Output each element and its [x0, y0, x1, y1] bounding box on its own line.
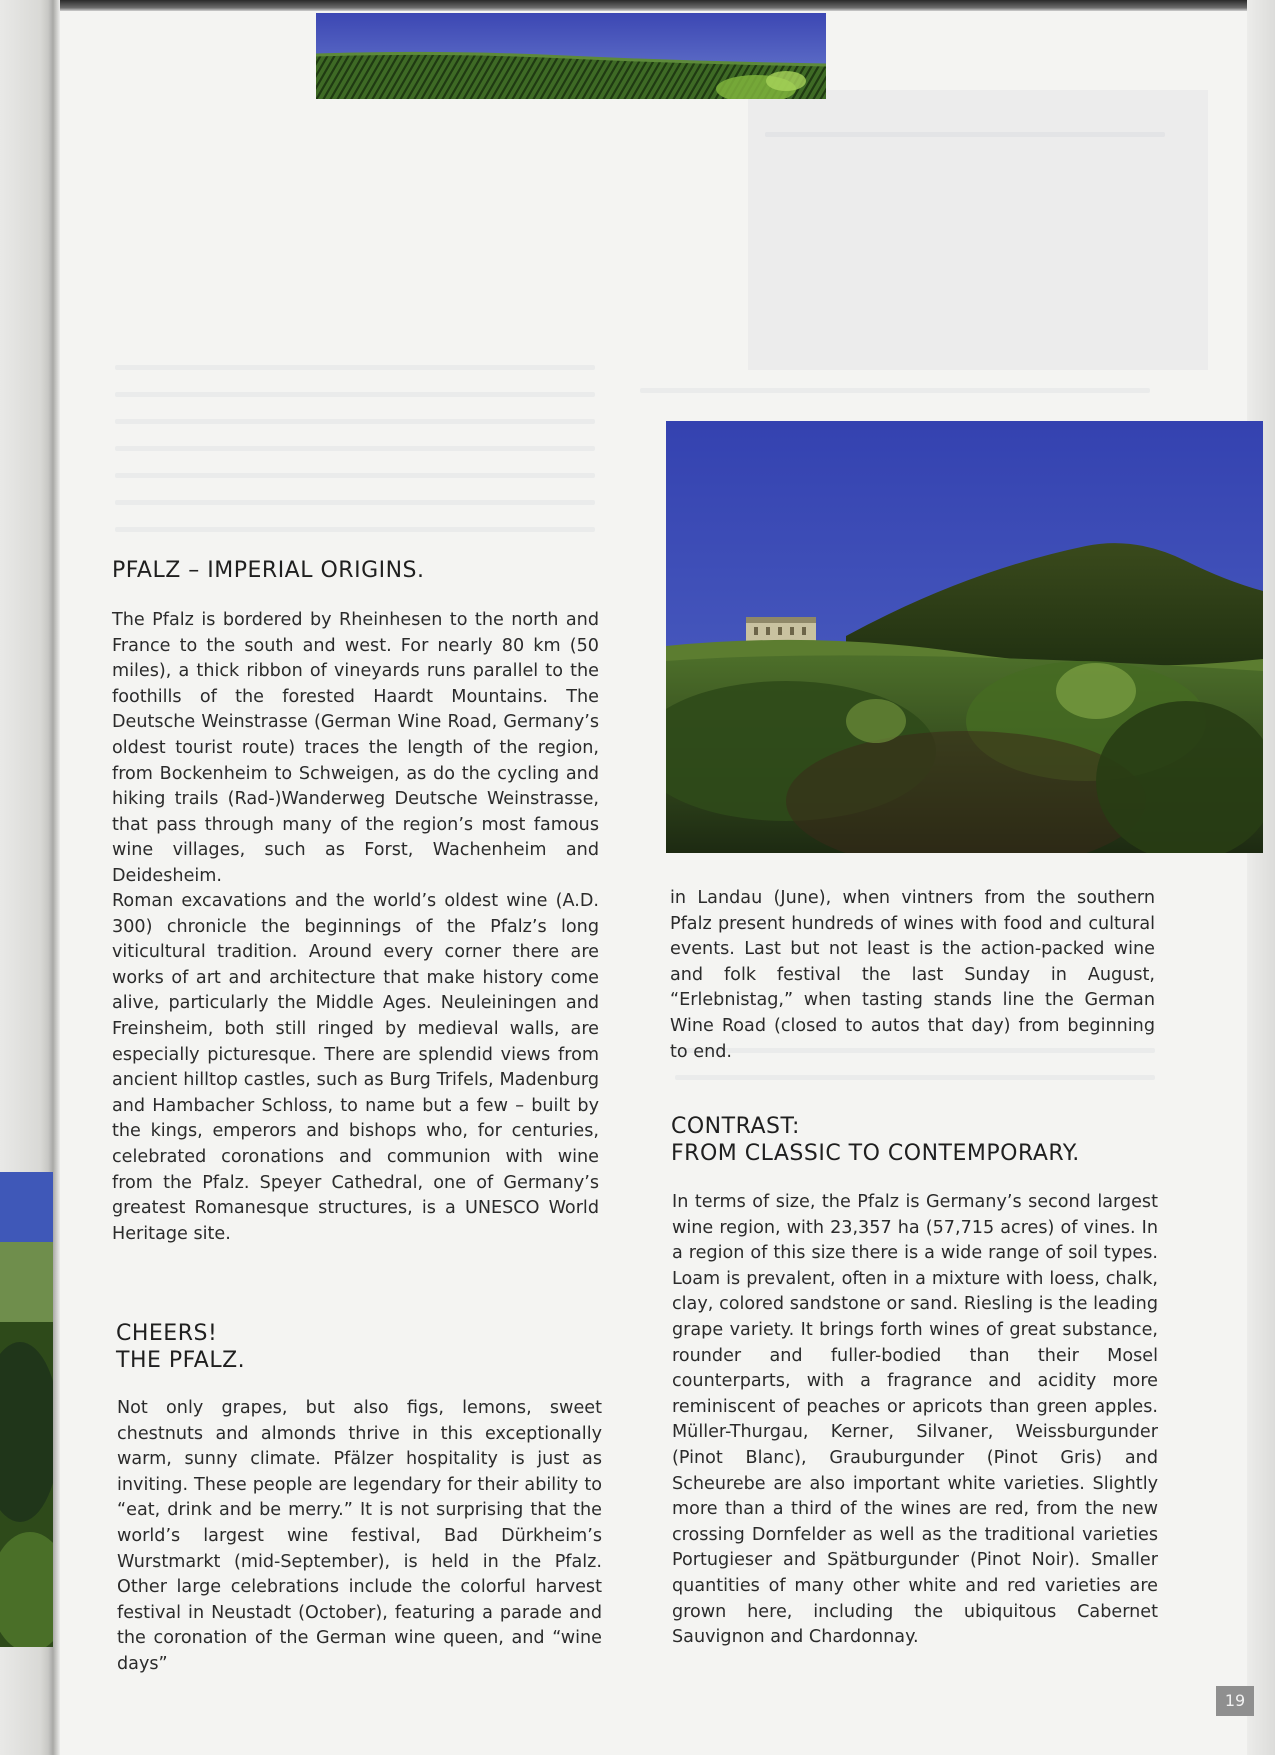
show-through-line [115, 392, 595, 397]
show-through-line [115, 419, 595, 424]
paragraph-pfalz-borders: The Pfalz is bordered by Rheinhesen to the north and France to the south and west. For nearly 80 km (50 miles), a thick ribbon of vineyards runs parallel to the foothills of the forested Haardt Mountains. The Deutsche Weinstrasse (German Wine Road, Germany’s oldest tourist route) traces the length of the region, from Bockenheim to Schweigen, as do the cycling and hiking trails (Rad-)Wanderweg Deutsche Weinstrasse, that pass through many of the region’s most famous wine villages, such as Forst, Wachenheim and Deidesheim. [112, 610, 599, 886]
heading-line-1: CHEERS! [116, 1321, 218, 1346]
show-through-line [640, 388, 1150, 393]
paragraph-grape-varieties: In terms of size, the Pfalz is Germany’s second largest wine region, with 23,357 ha (57,715 acres) of vines. In a region of this size there is a wide range of soil types. Loam is prevalent, often in a mixture with loess, chalk, clay, colored sandstone or sand. Riesling is the leading grape variety. It brings forth wines of great substance, rounder and fuller-bodied than their Mosel counterparts, with a fragrance and acidity more reminiscent of peaches or apricots than green apples. Müller-Thurgau, Kerner, Silvaner, Weissburgunder (Pinot Blanc), Grauburgunder (Pinot Gris) and Scheurebe are also important white varieties. Slightly more than a third of the wines are red, from the new crossing Dornfelder as well as the traditional varieties Portugieser and Spätburgunder (Pinot Noir). Smaller quantities of many other white and red varieties are grown here, including the ubiquitous Cabernet Sauvignon and Chardonnay. [672, 1192, 1158, 1648]
show-through-line [765, 132, 1165, 137]
section-heading-imperial-origins [112, 557, 612, 584]
show-through-line [115, 473, 595, 478]
facing-page-photo-edge [0, 1172, 53, 1647]
show-through-line [115, 365, 595, 370]
castle-vineyard-photo [666, 421, 1263, 853]
page-number: 19 [1216, 1686, 1254, 1716]
paragraph-roman-excavations: Roman excavations and the world’s oldest wine (A.D. 300) chronicle the beginnings of the Pfalz’s long viticultural tradition. Around every corner there are works of art and architecture that make history come alive, particularly the Middle Ages. Neuleiningen and Freinsheim, both still ringed by medieval walls, are especially picturesque. There are splendid views from ancient hilltop castles, such as Burg Trifels, Madenburg and Hambacher Schloss, to name but a few – built by the kings, emperors and bishops who, for centuries, celebrated coronations and communion with wine from the Pfalz. Speyer Cathedral, one of Germany’s greatest Romanesque structures, is a UNESCO World Heritage site. [112, 891, 599, 1244]
section-heading-cheers [116, 1320, 416, 1374]
section-heading-contrast [671, 1113, 1211, 1167]
heading-line-2: THE PFALZ. [116, 1348, 246, 1373]
heading-line-1: CONTRAST: [671, 1114, 800, 1139]
show-through-line [115, 446, 595, 451]
show-through-line [115, 527, 595, 532]
page-right-edge [1247, 0, 1275, 1755]
paragraph-landau-continuation: in Landau (June), when vintners from the southern Pfalz present hundreds of wines with food and cultural events. Last but not least is the action-packed wine and folk festival the last Sunday in August, “Erlebnistag,” when tasting stands line the German Wine Road (closed to autos that day) from beginning to end. [670, 888, 1155, 1062]
heading-text: PFALZ – IMPERIAL ORIGINS. [112, 558, 425, 583]
scanner-top-edge [0, 0, 1275, 11]
vineyard-rows-photo [316, 13, 826, 99]
show-through-line [675, 1075, 1155, 1080]
heading-line-2: FROM CLASSIC TO CONTEMPORARY. [671, 1141, 1080, 1166]
show-through-line [115, 500, 595, 505]
paragraph-climate-festivals: Not only grapes, but also figs, lemons, sweet chestnuts and almonds thrive in this exceptionally warm, sunny climate. Pfälzer hospitality is just as inviting. These people are legendary for their ability to “eat, drink and be merry.” It is not surprising that the world’s largest wine festival, Bad Dürkheim’s Wurstmarkt (mid-September), is held in the Pfalz. Other large celebrations include the colorful harvest festival in Neustadt (October), featuring a parade and the coronation of the German wine queen, and “wine days” [117, 1398, 602, 1674]
